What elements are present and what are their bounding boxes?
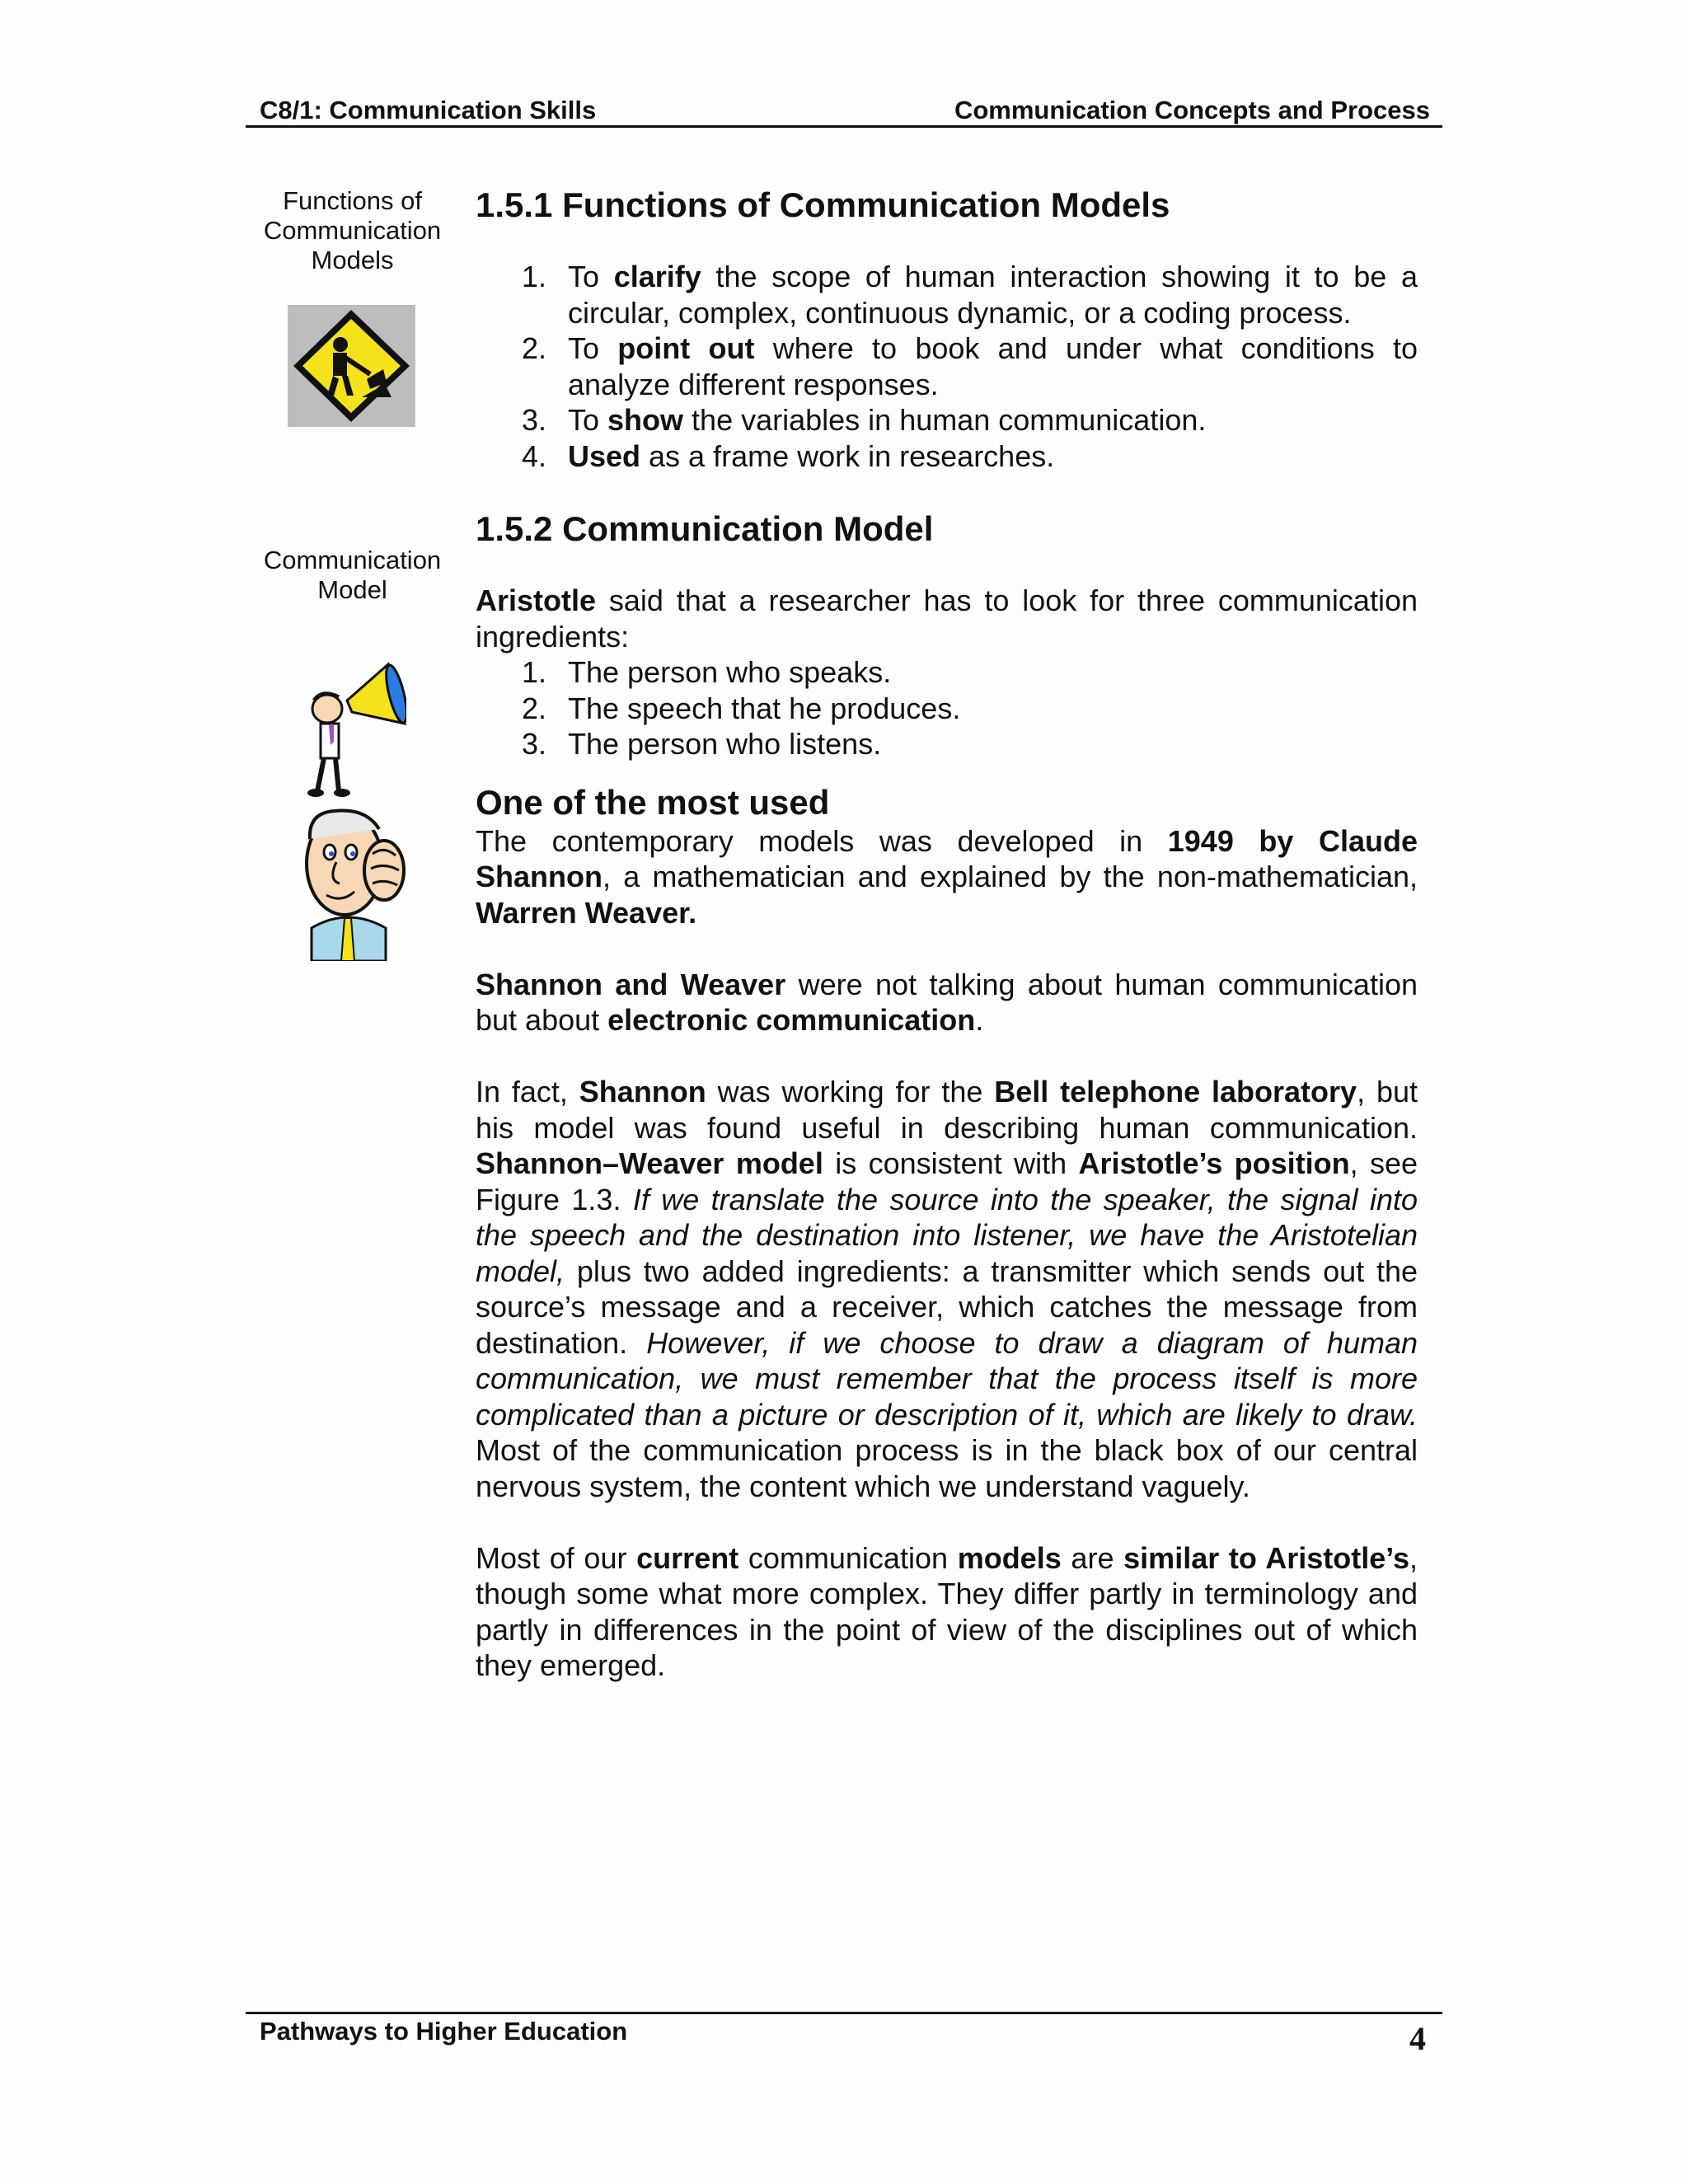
margin-note-functions: Functions of Communication Models [263,186,442,274]
list-item: 1. To clarify the scope of human interaction showing it to be a circular, complex, continuous dynamic, or a coding process. [522,260,1418,330]
section-title-functions: 1.5.1 Functions of Communication Models [476,185,1170,224]
list-item: 1. The person who speaks. [522,655,892,689]
ingredients-list [476,654,1418,762]
list-item: 4. Used as a frame work in researches. [522,438,1055,473]
margin-note-model: Communication Model [263,546,442,604]
functions-list [476,259,1418,474]
header-course: C8/1: Communication Skills [260,96,597,124]
paragraph-current-models: Most of our current communication models are similar to Aristotle’s, though some what more complex. They differ partly in terminology and partly in differences in the point of view of the disciplines out of which they emerged. [476,1540,1418,1682]
listening-man-icon [287,804,409,961]
list-item: 3. The person who listens. [522,727,882,761]
section-title-model: 1.5.2 Communication Model [476,509,934,548]
page-number: 4 [1409,2020,1426,2057]
list-item: 2. The speech that he produces. [522,691,961,725]
construction-sign-icon [288,305,415,427]
list-item: 3. To show the variables in human communication. [522,403,1207,437]
footer-rule [246,2012,1442,2014]
aristotle-intro: Aristotle said that a researcher has to look for three communication ingredients: [476,583,1418,654]
header-chapter: Communication Concepts and Process [954,96,1430,124]
paragraph-shannon: The contemporary models was developed in 1949 by Claude Shannon, a mathematician and explained by the non-mathematician, Warren Weaver. [476,823,1418,930]
megaphone-man-icon [298,659,406,798]
paragraph-bell-lab: In fact, Shannon was working for the Bell telephone laboratory, but his model was found useful in describing human communication. Shannon–Weaver model is consistent with Aristotle’s position, see Figure 1.3. If we translate the source into the speaker, the signal into the speech and the destination into listener, we have the Aristotelian model, plus two added ingredients: a transmitter which sends out the source’s message and a receiver, which catches the message from destination. However, if we choose to draw a diagram of human communication, we must remember that the process itself is more complicated than a picture or description of it, which are likely to draw. Most of the communication process is in the black box of our central nervous system, the content which we understand vaguely. [476,1075,1418,1503]
footer-title: Pathways to Higher Education [260,2017,628,2046]
main-content [476,185,1418,1684]
section-title-most-used: One of the most used [476,782,830,822]
list-item: 2. To point out where to book and under what conditions to analyze different responses. [522,331,1418,401]
header-rule [246,125,1442,128]
paragraph-electronic: Shannon and Weaver were not talking about human communication but about electronic communication. [476,967,1418,1037]
